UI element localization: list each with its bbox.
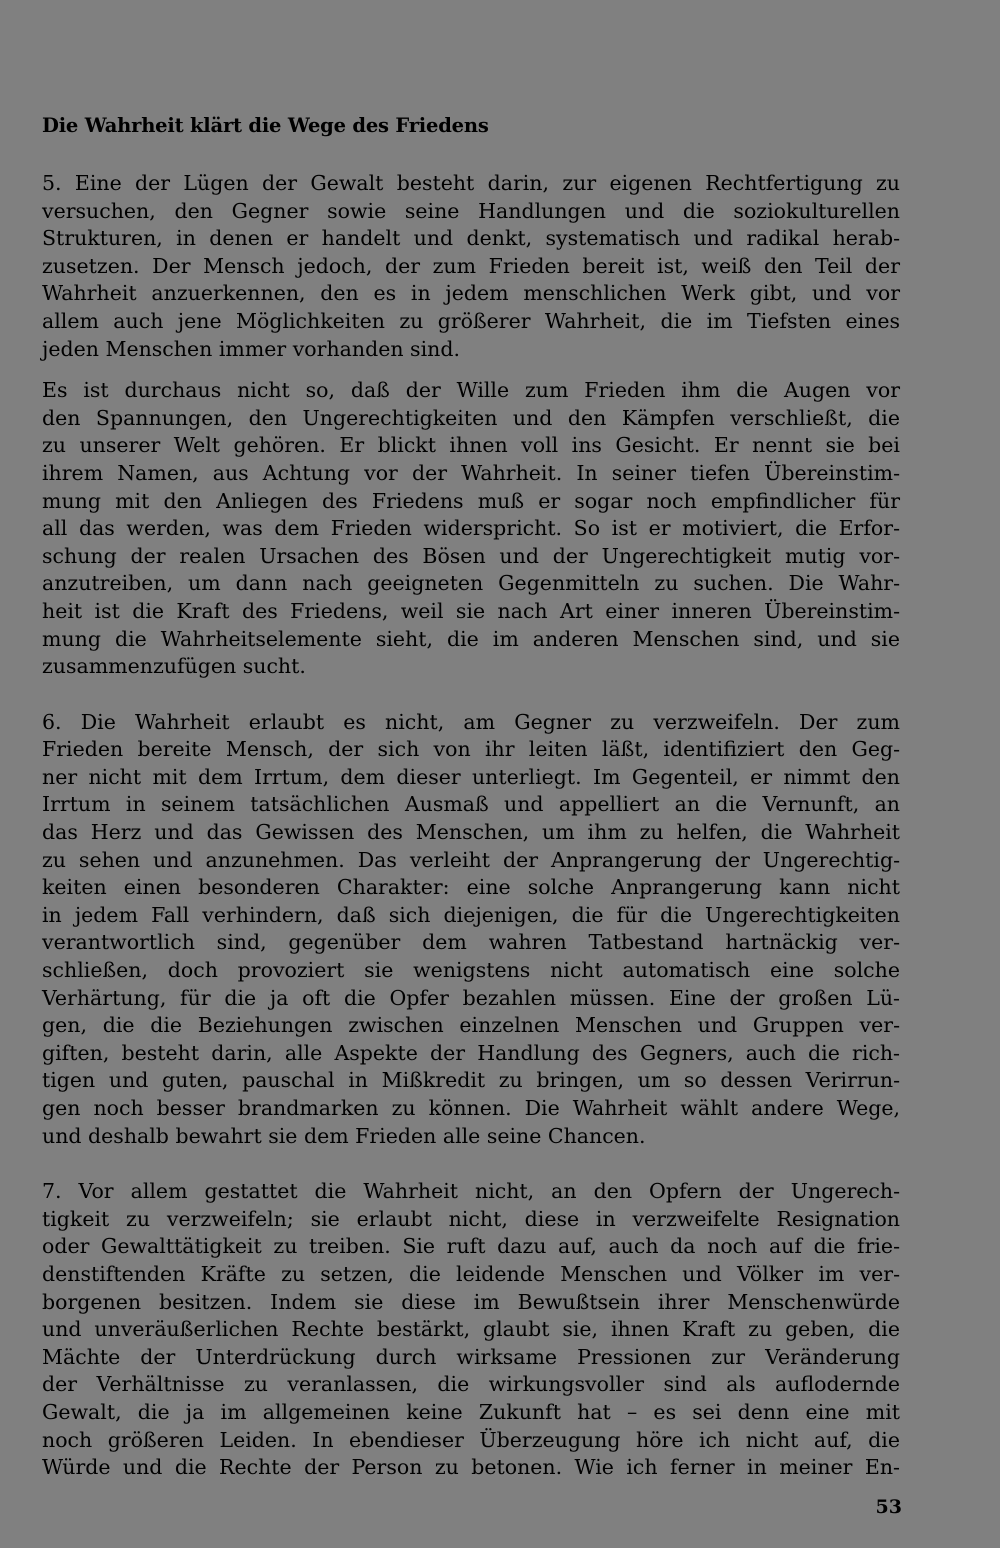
section-heading: Die Wahrheit klärt die Wege des Friedens	[42, 114, 489, 137]
text-line: in jedem Fall verhindern, daß sich diejenigen, die für die Ungerechtigkeiten	[42, 902, 900, 927]
text-line: versuchen, den Gegner sowie seine Handlungen und die soziokulturellen	[42, 198, 900, 223]
text-line: Gewalt, die ja im allgemeinen keine Zukunft hat – es sei denn eine mit	[42, 1399, 900, 1424]
paragraph-6	[42, 709, 900, 1151]
text-line: noch größeren Leiden. In ebendieser Überzeugung höre ich nicht auf, die	[42, 1427, 900, 1452]
text-line: der Verhältnisse zu veranlassen, die wirkungsvoller sind als auflodernde	[42, 1372, 900, 1397]
text-line: Es ist durchaus nicht so, daß der Wille zum Frieden ihm die Augen vor	[42, 378, 900, 403]
text-line: keiten einen besonderen Charakter: eine solche Anprangerung kann nicht	[42, 875, 900, 900]
text-line: schung der realen Ursachen des Bösen und der Ungerechtigkeit mutig vor-	[42, 543, 900, 568]
paragraph-5-continued	[42, 377, 900, 681]
text-line: zu sehen und anzunehmen. Das verleiht der Anprangerung der Ungerechtig-	[42, 847, 900, 872]
text-line: Mächte der Unterdrückung durch wirksame Pressionen zur Veränderung	[42, 1344, 900, 1369]
text-line: heit ist die Kraft des Friedens, weil sie nach Art einer inneren Übereinstim-	[42, 598, 900, 623]
text-line: verantwortlich sind, gegenüber dem wahren Tatbestand hartnäckig ver-	[42, 930, 900, 955]
text-line: tigkeit zu verzweifeln; sie erlaubt nicht, diese in verzweifelte Resignation	[42, 1206, 900, 1231]
text-line: schließen, doch provoziert sie wenigstens nicht automatisch eine solche	[42, 958, 900, 983]
text-line: zu unserer Welt gehören. Er blickt ihnen voll ins Gesicht. Er nennt sie bei	[42, 433, 900, 458]
text-line: gen, die die Beziehungen zwischen einzelnen Menschen und Gruppen ver-	[42, 1013, 900, 1038]
text-line: giften, besteht darin, alle Aspekte der Handlung des Gegners, auch die rich-	[42, 1040, 900, 1065]
text-line: mung mit den Anliegen des Friedens muß er sogar noch empfindlicher für	[42, 488, 900, 513]
text-line: ner nicht mit dem Irrtum, dem dieser unterliegt. Im Gegenteil, er nimmt den	[42, 764, 900, 789]
paragraph-7	[42, 1178, 900, 1482]
text-line: jeden Menschen immer vorhanden sind.	[42, 336, 460, 361]
text-line: und unveräußerlichen Rechte bestärkt, glaubt sie, ihnen Kraft zu geben, die	[42, 1317, 900, 1342]
text-line: oder Gewalttätigkeit zu treiben. Sie ruft dazu auf, auch da noch auf die frie-	[42, 1234, 900, 1259]
text-line: tigen und guten, pauschal in Mißkredit zu bringen, um so dessen Verirrun-	[42, 1068, 900, 1093]
text-line: und deshalb bewahrt sie dem Frieden alle seine Chancen.	[42, 1123, 646, 1148]
section-gap	[42, 681, 900, 709]
text-line: all das werden, was dem Frieden widerspricht. So ist er motiviert, die Erfor-	[42, 516, 900, 541]
text-line: zusetzen. Der Mensch jedoch, der zum Frieden bereit ist, weiß den Teil der	[42, 253, 900, 278]
section-gap	[42, 1150, 900, 1178]
page-body	[42, 112, 900, 1482]
text-line: Verhärtung, für die ja oft die Opfer bezahlen müssen. Eine der großen Lü-	[42, 985, 900, 1010]
text-line: Irrtum in seinem tatsächlichen Ausmaß und appelliert an die Vernunft, an	[42, 792, 900, 817]
text-line: mung die Wahrheitselemente sieht, die im anderen Menschen sind, und sie	[42, 626, 900, 651]
text-line: 6. Die Wahrheit erlaubt es nicht, am Gegner zu verzweifeln. Der zum	[42, 709, 900, 734]
text-line: Frieden bereite Mensch, der sich von ihr leiten läßt, identifiziert den Geg-	[42, 737, 900, 762]
text-line: Würde und die Rechte der Person zu betonen. Wie ich ferner in meiner En-	[42, 1455, 900, 1480]
text-line: Strukturen, in denen er handelt und denkt, systematisch und radikal herab-	[42, 226, 900, 251]
text-line: Wahrheit anzuerkennen, den es in jedem menschlichen Werk gibt, und vor	[42, 281, 900, 306]
text-line: anzutreiben, um dann nach geeigneten Gegenmitteln zu suchen. Die Wahr-	[42, 571, 900, 596]
paragraph-5	[42, 170, 900, 363]
paragraph-gap	[42, 363, 900, 377]
text-line: borgenen besitzen. Indem sie diese im Bewußtsein ihrer Menschenwürde	[42, 1289, 900, 1314]
page-number: 53	[875, 1496, 902, 1518]
text-line: 5. Eine der Lügen der Gewalt besteht darin, zur eigenen Rechtfertigung zu	[42, 171, 900, 195]
text-line: 7. Vor allem gestattet die Wahrheit nicht, an den Opfern der Ungerech-	[42, 1179, 900, 1204]
text-line: denstiftenden Kräfte zu setzen, die leidende Menschen und Völker im ver-	[42, 1261, 900, 1286]
text-line: zusammenzufügen sucht.	[42, 654, 306, 679]
text-line: das Herz und das Gewissen des Menschen, um ihm zu helfen, die Wahrheit	[42, 820, 900, 845]
text-line: allem auch jene Möglichkeiten zu größerer Wahrheit, die im Tiefsten eines	[42, 308, 900, 333]
text-line: ihrem Namen, aus Achtung vor der Wahrheit. In seiner tiefen Übereinstim-	[42, 460, 900, 485]
text-line: gen noch besser brandmarken zu können. Die Wahrheit wählt andere Wege,	[42, 1096, 900, 1120]
text-line: den Spannungen, den Ungerechtigkeiten und den Kämpfen verschließt, die	[42, 405, 900, 430]
